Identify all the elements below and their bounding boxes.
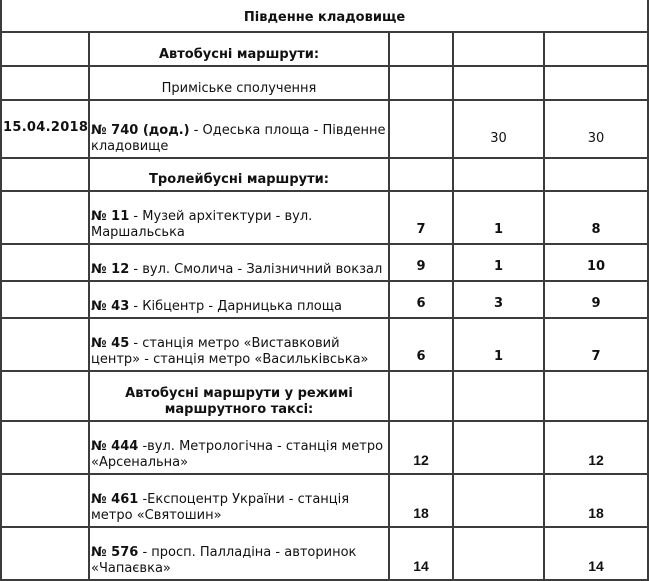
- empty-cell: [1, 371, 89, 421]
- route-cell: [89, 191, 389, 244]
- route-cell: [89, 244, 389, 281]
- table-row: [1, 281, 648, 318]
- empty-cell: [389, 158, 453, 191]
- route-cell: [89, 421, 389, 474]
- subsection-suburban: Приміське сполучення: [89, 66, 389, 100]
- section-header-row-trolleybus: [1, 158, 648, 191]
- route-number: № 43: [91, 299, 130, 314]
- table-row: [1, 100, 648, 158]
- route-description: - Одеська площа - Південне кладовище: [91, 123, 386, 154]
- empty-cell: [1, 32, 89, 66]
- count-cell-total: 12: [544, 421, 648, 474]
- route-number: № 45: [91, 336, 130, 351]
- table-row: [1, 191, 648, 244]
- empty-cell: [389, 66, 453, 100]
- date-cell: [1, 191, 89, 244]
- date-cell: [1, 421, 89, 474]
- count-cell-total: 9: [544, 281, 648, 318]
- count-cell-total: 14: [544, 527, 648, 580]
- route-cell: [89, 281, 389, 318]
- date-cell: 15.04.2018: [1, 100, 89, 158]
- count-cell-total: 8: [544, 191, 648, 244]
- section-header-bus: Автобусні маршрути:: [89, 32, 389, 66]
- empty-cell: [1, 158, 89, 191]
- date-cell: [1, 474, 89, 527]
- count-cell-2: 1: [453, 191, 544, 244]
- count-cell-total: 18: [544, 474, 648, 527]
- count-cell-1: [389, 100, 453, 158]
- count-cell-2: 30: [453, 100, 544, 158]
- table-row: [1, 318, 648, 371]
- count-cell-2: 1: [453, 244, 544, 281]
- count-cell-2: [453, 474, 544, 527]
- table-title-row: [1, 0, 648, 32]
- route-cell: [89, 474, 389, 527]
- count-cell-1: 18: [389, 474, 453, 527]
- route-number: № 740 (дод.): [91, 123, 190, 138]
- route-description: - вул. Смолича - Залізничний вокзал: [129, 262, 383, 277]
- empty-cell: [544, 66, 648, 100]
- count-cell-2: 3: [453, 281, 544, 318]
- date-cell: [1, 527, 89, 580]
- table-row: [1, 421, 648, 474]
- route-number: № 444: [91, 439, 139, 454]
- empty-cell: [544, 158, 648, 191]
- route-cell: [89, 100, 389, 158]
- table-title: Південне кладовище: [1, 0, 648, 32]
- route-number: № 12: [91, 262, 130, 277]
- count-cell-1: 14: [389, 527, 453, 580]
- count-cell-total: 7: [544, 318, 648, 371]
- route-number: № 576: [91, 545, 139, 560]
- empty-cell: [1, 66, 89, 100]
- count-cell-total: 10: [544, 244, 648, 281]
- count-cell-total: 30: [544, 100, 648, 158]
- route-number: № 461: [91, 492, 139, 507]
- empty-cell: [453, 66, 544, 100]
- route-cell: [89, 527, 389, 580]
- empty-cell: [453, 158, 544, 191]
- count-cell-2: [453, 421, 544, 474]
- route-cell: [89, 318, 389, 371]
- route-description: - Музей архітектури - вул. Маршальська: [91, 209, 313, 240]
- empty-cell: [389, 32, 453, 66]
- empty-cell: [544, 371, 648, 421]
- count-cell-1: 6: [389, 318, 453, 371]
- route-description: -Експоцентр України - станція метро «Святошин»: [91, 492, 350, 523]
- count-cell-2: [453, 527, 544, 580]
- route-description: - просп. Палладіна - авторинок «Чапаєвка»: [91, 545, 357, 576]
- subsection-row-suburban: [1, 66, 648, 100]
- empty-cell: [544, 32, 648, 66]
- table-row: [1, 527, 648, 580]
- count-cell-1: 6: [389, 281, 453, 318]
- date-cell: [1, 244, 89, 281]
- route-number: № 11: [91, 209, 130, 224]
- section-header-trolleybus: Тролейбусні маршрути:: [89, 158, 389, 191]
- count-cell-1: 7: [389, 191, 453, 244]
- date-cell: [1, 281, 89, 318]
- route-description: - Кібцентр - Дарницька площа: [129, 299, 342, 314]
- count-cell-1: 9: [389, 244, 453, 281]
- count-cell-2: 1: [453, 318, 544, 371]
- empty-cell: [389, 371, 453, 421]
- empty-cell: [453, 32, 544, 66]
- section-header-row-bus: [1, 32, 648, 66]
- section-header-row-minibus: [1, 371, 648, 421]
- table-row: [1, 244, 648, 281]
- table-row: [1, 474, 648, 527]
- route-description: -вул. Метрологічна - станція метро «Арсенальна»: [91, 439, 384, 470]
- count-cell-1: 12: [389, 421, 453, 474]
- section-header-minibus: Автобусні маршрути у режимі маршрутного таксі:: [89, 371, 389, 421]
- empty-cell: [453, 371, 544, 421]
- date-cell: [1, 318, 89, 371]
- route-description: - станція метро «Виставковий центр» - станція метро «Васильківська»: [91, 336, 369, 367]
